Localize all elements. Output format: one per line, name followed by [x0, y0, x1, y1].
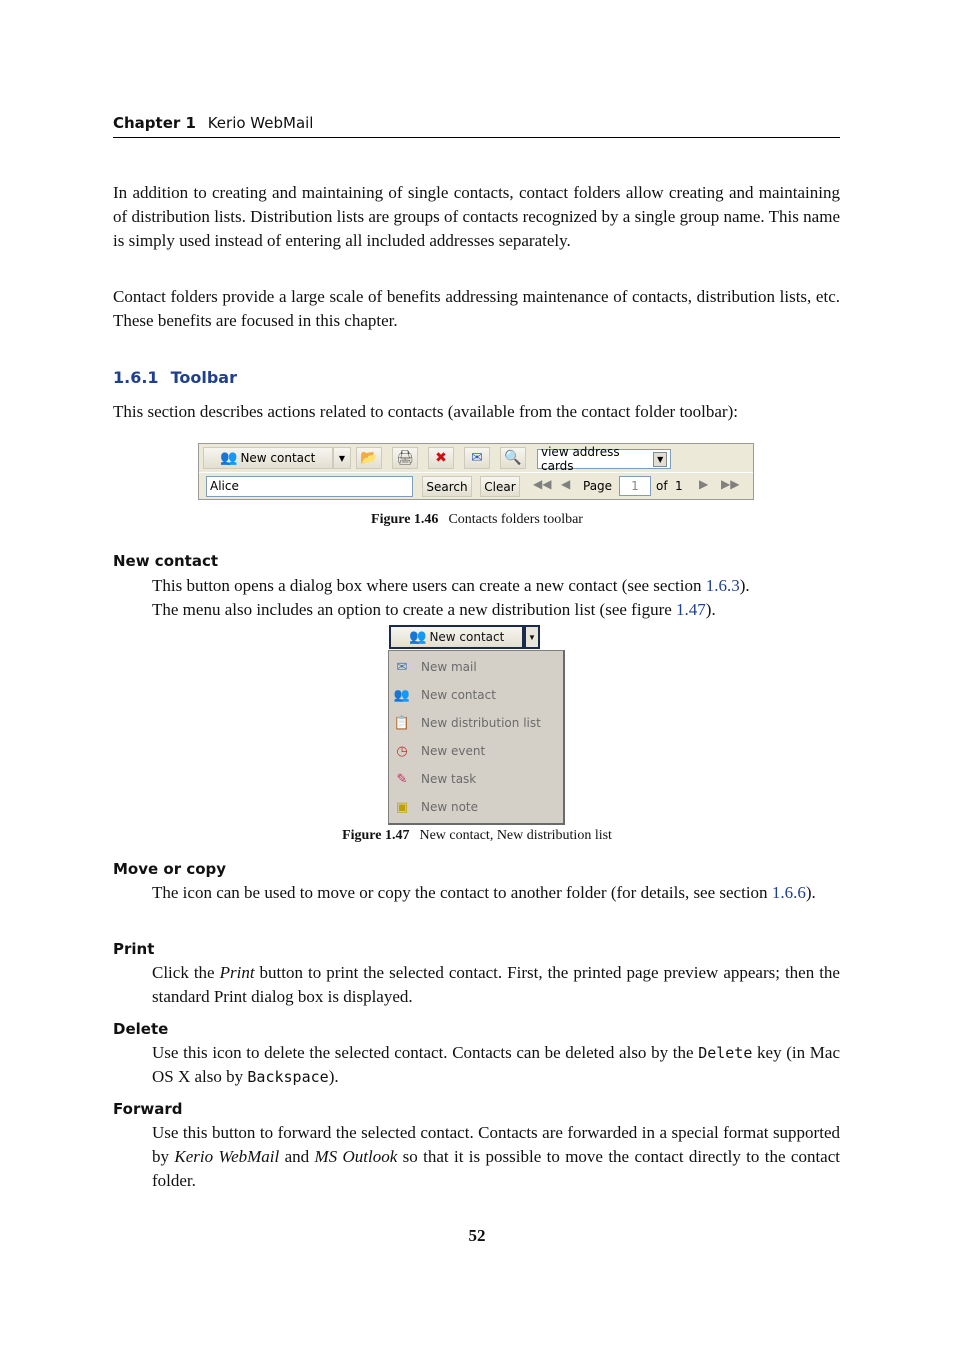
desc-text: Use this button to forward the selected contact. Contacts are forwarded in a special format supported by: [152, 1123, 840, 1166]
find-button[interactable]: [500, 447, 526, 469]
note-icon: ▣: [395, 799, 409, 815]
page-label: Page: [583, 479, 613, 493]
event-icon: ◷: [396, 743, 408, 759]
desc-text: Use this icon to delete the selected contact. Contacts can be deleted also by the: [152, 1043, 699, 1062]
print-button[interactable]: [392, 447, 418, 469]
desc-delete: [152, 1041, 840, 1089]
desc-text: key (in Mac OS X also by: [152, 1043, 840, 1086]
figure-label: Figure 1.46: [371, 512, 439, 527]
new-contact-dropdown[interactable]: [333, 447, 351, 469]
menu-button-label: New contact: [429, 630, 505, 644]
figure-link-1-47[interactable]: 1.47: [676, 600, 706, 619]
term-forward: Forward: [113, 1100, 183, 1118]
section-heading: [113, 368, 237, 387]
menu-item-label: New contact: [421, 688, 496, 702]
desc-text: The menu also includes an option to create a new distribution list (see figure: [152, 600, 677, 619]
menu-item-new-task[interactable]: [389, 765, 564, 793]
figure-1-47-caption: [0, 828, 954, 844]
task-icon: ✎: [396, 771, 408, 787]
menu-item-label: New task: [421, 772, 477, 786]
desc-text: ).: [739, 576, 750, 595]
section-number: 1.6.1: [113, 368, 159, 387]
search-icon: 🔍: [504, 450, 522, 466]
menu-dropdown-toggle[interactable]: [524, 625, 540, 649]
figure-caption-text: New contact, New distribution list: [419, 828, 612, 843]
menu-item-label: New note: [421, 800, 479, 814]
desc-text: Click the: [152, 963, 220, 982]
contact-icon: 👥: [220, 450, 238, 466]
forward-button[interactable]: [464, 447, 490, 469]
intro-paragraph-2: Contact folders provide a large scale of benefits addressing maintenance of contacts, distribution lists, etc. These benefits are focused in this chapter.: [113, 287, 840, 330]
figure-caption-text: Contacts folders toolbar: [448, 512, 583, 527]
desc-text: so that it is possible to move the contact directly to the contact folder.: [152, 1147, 840, 1190]
section-link-1-6-6[interactable]: 1.6.6: [771, 883, 806, 902]
section-title: Toolbar: [170, 368, 237, 387]
search-input[interactable]: Alice: [206, 476, 413, 497]
new-contact-label: New contact: [240, 451, 316, 465]
chapter-title: Kerio WebMail: [207, 114, 314, 132]
mail-icon: ✉: [396, 659, 408, 675]
contact-icon: 👥: [393, 687, 411, 703]
print-icon: 🖨: [396, 450, 414, 466]
desc-forward: [152, 1121, 840, 1193]
page-input[interactable]: 1: [619, 476, 651, 496]
menu-item-label: New mail: [421, 660, 477, 674]
prev-page-icon[interactable]: ◀: [561, 477, 571, 491]
menu-item-new-note[interactable]: [389, 793, 564, 821]
menu-item-new-distribution-list[interactable]: [389, 709, 564, 737]
desc-text: button to print the selected contact. First, the printed page preview appears; then the standard Print dialog box is displayed.: [152, 963, 840, 1006]
distribution-list-icon: 📋: [393, 715, 411, 731]
last-page-icon[interactable]: ▶▶: [721, 477, 740, 491]
new-contact-button[interactable]: [203, 447, 333, 469]
menu-item-label: New event: [421, 744, 486, 758]
view-select-value: view address cards: [541, 445, 620, 473]
section-link-1-6-3[interactable]: 1.6.3: [705, 576, 740, 595]
total-pages: 1: [675, 479, 683, 493]
intro-paragraph-1: In addition to creating and maintaining of single contacts, contact folders allow creating and maintaining of distribution lists. Distribution lists are groups of contacts recognized by a single group name. This name is simply used instead of entering all included addresses separately.: [113, 183, 840, 250]
desc-text: ).: [328, 1067, 339, 1086]
desc-emphasis: MS Outlook: [314, 1147, 398, 1166]
term-move-or-copy: Move or copy: [113, 860, 227, 878]
desc-emphasis: Kerio WebMail: [174, 1147, 280, 1166]
desc-text: ).: [705, 600, 716, 619]
move-icon: 📂: [360, 450, 378, 466]
desc-new-contact: [152, 574, 840, 622]
chapter-label: Chapter 1: [113, 114, 196, 132]
menu-item-label: New distribution list: [421, 716, 541, 730]
term-print: Print: [113, 940, 155, 958]
next-page-icon[interactable]: ▶: [699, 477, 709, 491]
contact-icon: 👥: [409, 629, 427, 645]
running-header: [113, 114, 840, 138]
move-copy-button[interactable]: [356, 447, 382, 469]
contacts-toolbar: [198, 443, 754, 500]
figure-label: Figure 1.47: [342, 828, 410, 843]
delete-icon: ✖: [435, 450, 447, 466]
search-button[interactable]: Search: [422, 476, 472, 497]
desc-move-or-copy: [152, 881, 840, 905]
delete-button[interactable]: [428, 447, 454, 469]
key-delete: Delete: [698, 1044, 753, 1062]
desc-print: [152, 961, 840, 1009]
of-label: of: [656, 479, 668, 493]
first-page-icon[interactable]: ◀◀: [533, 477, 552, 491]
menu-item-new-event[interactable]: [389, 737, 564, 765]
page-number: 52: [468, 1226, 486, 1245]
figure-1-46-caption: [0, 512, 954, 528]
term-delete: Delete: [113, 1020, 169, 1038]
menu-item-new-contact[interactable]: [389, 681, 564, 709]
term-new-contact: New contact: [113, 552, 219, 570]
section-lead: This section describes actions related to contacts (available from the contact folder toolbar):: [113, 402, 738, 421]
key-backspace: Backspace: [247, 1068, 329, 1086]
new-item-menu: [388, 650, 565, 825]
desc-emphasis: Print: [219, 963, 255, 982]
desc-text: and: [279, 1147, 315, 1166]
desc-text: The icon can be used to move or copy the contact to another folder (for details, see section: [152, 883, 772, 902]
select-arrow-icon: ▼: [653, 452, 667, 467]
forward-icon: ✉: [471, 450, 483, 466]
dropdown-arrow-icon: ▼: [338, 453, 346, 463]
desc-text: ).: [805, 883, 816, 902]
dropdown-arrow-icon: ▼: [528, 632, 536, 642]
clear-button[interactable]: Clear: [480, 476, 520, 497]
menu-item-new-mail[interactable]: [389, 653, 564, 681]
desc-text: This button opens a dialog box where users can create a new contact (see section: [152, 576, 706, 595]
menu-new-contact-button[interactable]: [389, 625, 524, 649]
view-select[interactable]: [537, 445, 671, 473]
